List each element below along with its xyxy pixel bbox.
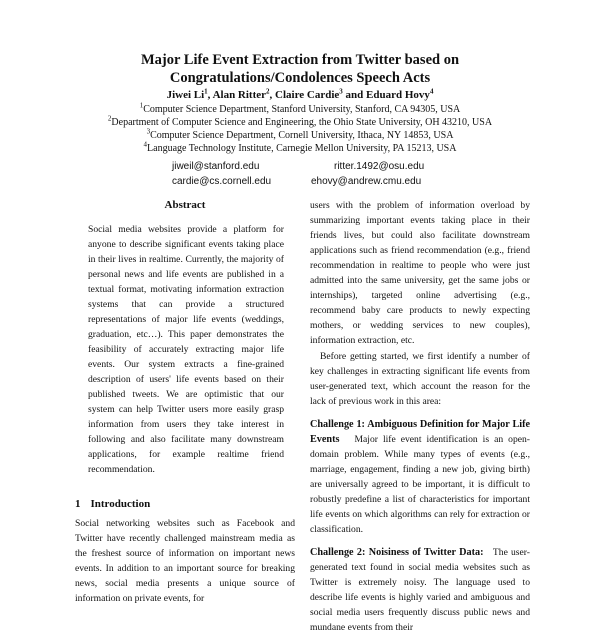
email-hovy[interactable]: ehovy@andrew.cmu.edu bbox=[311, 176, 422, 187]
affiliation-line bbox=[0, 142, 600, 155]
affiliation-text: Computer Science Department, Stanford University, Stanford, CA 94305, USA bbox=[143, 104, 461, 115]
paragraph-continuation: users with the problem of information overload by summarizing important events taking place in their friends lives, but could also facilitate downstream applications such as friend recommendation (e.g., friend recommendation in realtime to people who were just admitted into the same university, get the same jobs or internships), targeted online advertising (e.g., recommend baby care products to newly expecting mothers, or wedding services to new couples), information extraction, etc. bbox=[310, 200, 530, 346]
challenge-1 bbox=[310, 417, 530, 537]
introduction-body: Social networking websites such as Facebook and Twitter have recently challenged mainstream media as the freshest source of information on important news events. In addition to an important source for breaking news, social media presents a unique source of information on private events, for bbox=[75, 518, 295, 604]
challenge-1-text: Major life event identification is an open-domain problem. While many types of events (e.g., marriage, engagement, finding a new job, giving birth) are universally agreed to be important, it is difficult to robustly predefine a list of characteristics for important life events on which algorithms can rely for extraction or classification. bbox=[310, 434, 531, 535]
author-sup: 1 bbox=[204, 87, 208, 96]
author-sep: , bbox=[207, 89, 213, 101]
abstract-body: Social media websites provide a platform for anyone to describe significant events taking place in their lives in realtime. Currently, the majority of personal news and life events are published in a textual format, motivating information extraction systems that can provide a structured representations of major life events (weddings, graduation, etc…). This paper demonstrates the feasibility of accurately extracting major life events. Our system extracts a fine-grained description of users' life events based on their published tweets. We are optimistic that our system can help Twitter users more easily grasp information from users they take interest in following and also facilitate many downstream applications, for example realtime friend recommendation. bbox=[88, 224, 284, 475]
paper-title bbox=[0, 51, 600, 87]
section-number: 1 bbox=[75, 498, 81, 510]
author-sep: and bbox=[342, 89, 367, 101]
affiliation-text: Department of Computer Science and Engineering, the Ohio State University, OH 43210, USA bbox=[111, 117, 493, 128]
affiliation-text: Language Technology Institute, Carnegie Mellon University, PA 15213, USA bbox=[147, 143, 457, 154]
affiliation-sup: 4 bbox=[143, 140, 148, 149]
right-column bbox=[310, 198, 530, 635]
author-sup: 4 bbox=[429, 87, 434, 96]
paragraph-challenges-intro: Before getting started, we first identify a number of key challenges in extracting significant life events from user-generated text, which account the reason for the lack of previous work in this area: bbox=[310, 351, 530, 407]
affiliation-line bbox=[0, 103, 600, 116]
email-ritter[interactable]: ritter.1492@osu.edu bbox=[334, 161, 425, 172]
challenge-1-label: Challenge 1: Ambiguous Definition for Major Life Events bbox=[310, 419, 530, 445]
email-li[interactable]: jiweil@stanford.edu bbox=[172, 161, 260, 172]
affiliation-line bbox=[0, 116, 600, 129]
author-name: Jiwei Li bbox=[166, 89, 205, 101]
challenge-2 bbox=[310, 545, 530, 635]
author-sup: 3 bbox=[339, 87, 343, 96]
author-list bbox=[0, 88, 600, 102]
affiliation-sup: 2 bbox=[107, 114, 112, 123]
affiliation-text: Computer Science Department, Cornell University, Ithaca, NY 14853, USA bbox=[150, 130, 454, 141]
affiliation-sup: 3 bbox=[146, 127, 151, 136]
author-sep: , bbox=[269, 89, 276, 101]
title-line-2: Congratulations/Condolences Speech Acts bbox=[169, 70, 431, 86]
challenge-2-text: The user-generated text found in social media websites such as Twitter is extremely noisy. The language used to describe life events is highly varied and ambiguous and social media users frequently discuss public news and mundane events from their bbox=[310, 547, 531, 633]
section-title: Introduction bbox=[90, 498, 151, 510]
affiliation-sup: 1 bbox=[139, 101, 144, 110]
author-sup: 2 bbox=[266, 87, 270, 96]
challenge-2-label: Challenge 2: Noisiness of Twitter Data: bbox=[310, 547, 484, 558]
affiliations bbox=[0, 103, 600, 155]
title-line-1: Major Life Event Extraction from Twitter based on bbox=[140, 52, 460, 68]
affiliation-line bbox=[0, 129, 600, 142]
abstract-heading: Abstract bbox=[164, 199, 206, 211]
author-name: Eduard Hovy bbox=[366, 89, 430, 101]
author-name: Alan Ritter bbox=[212, 89, 267, 101]
author-name: Claire Cardie bbox=[275, 89, 340, 101]
section-heading-introduction bbox=[75, 497, 295, 511]
email-cardie[interactable]: cardie@cs.cornell.edu bbox=[172, 176, 272, 187]
